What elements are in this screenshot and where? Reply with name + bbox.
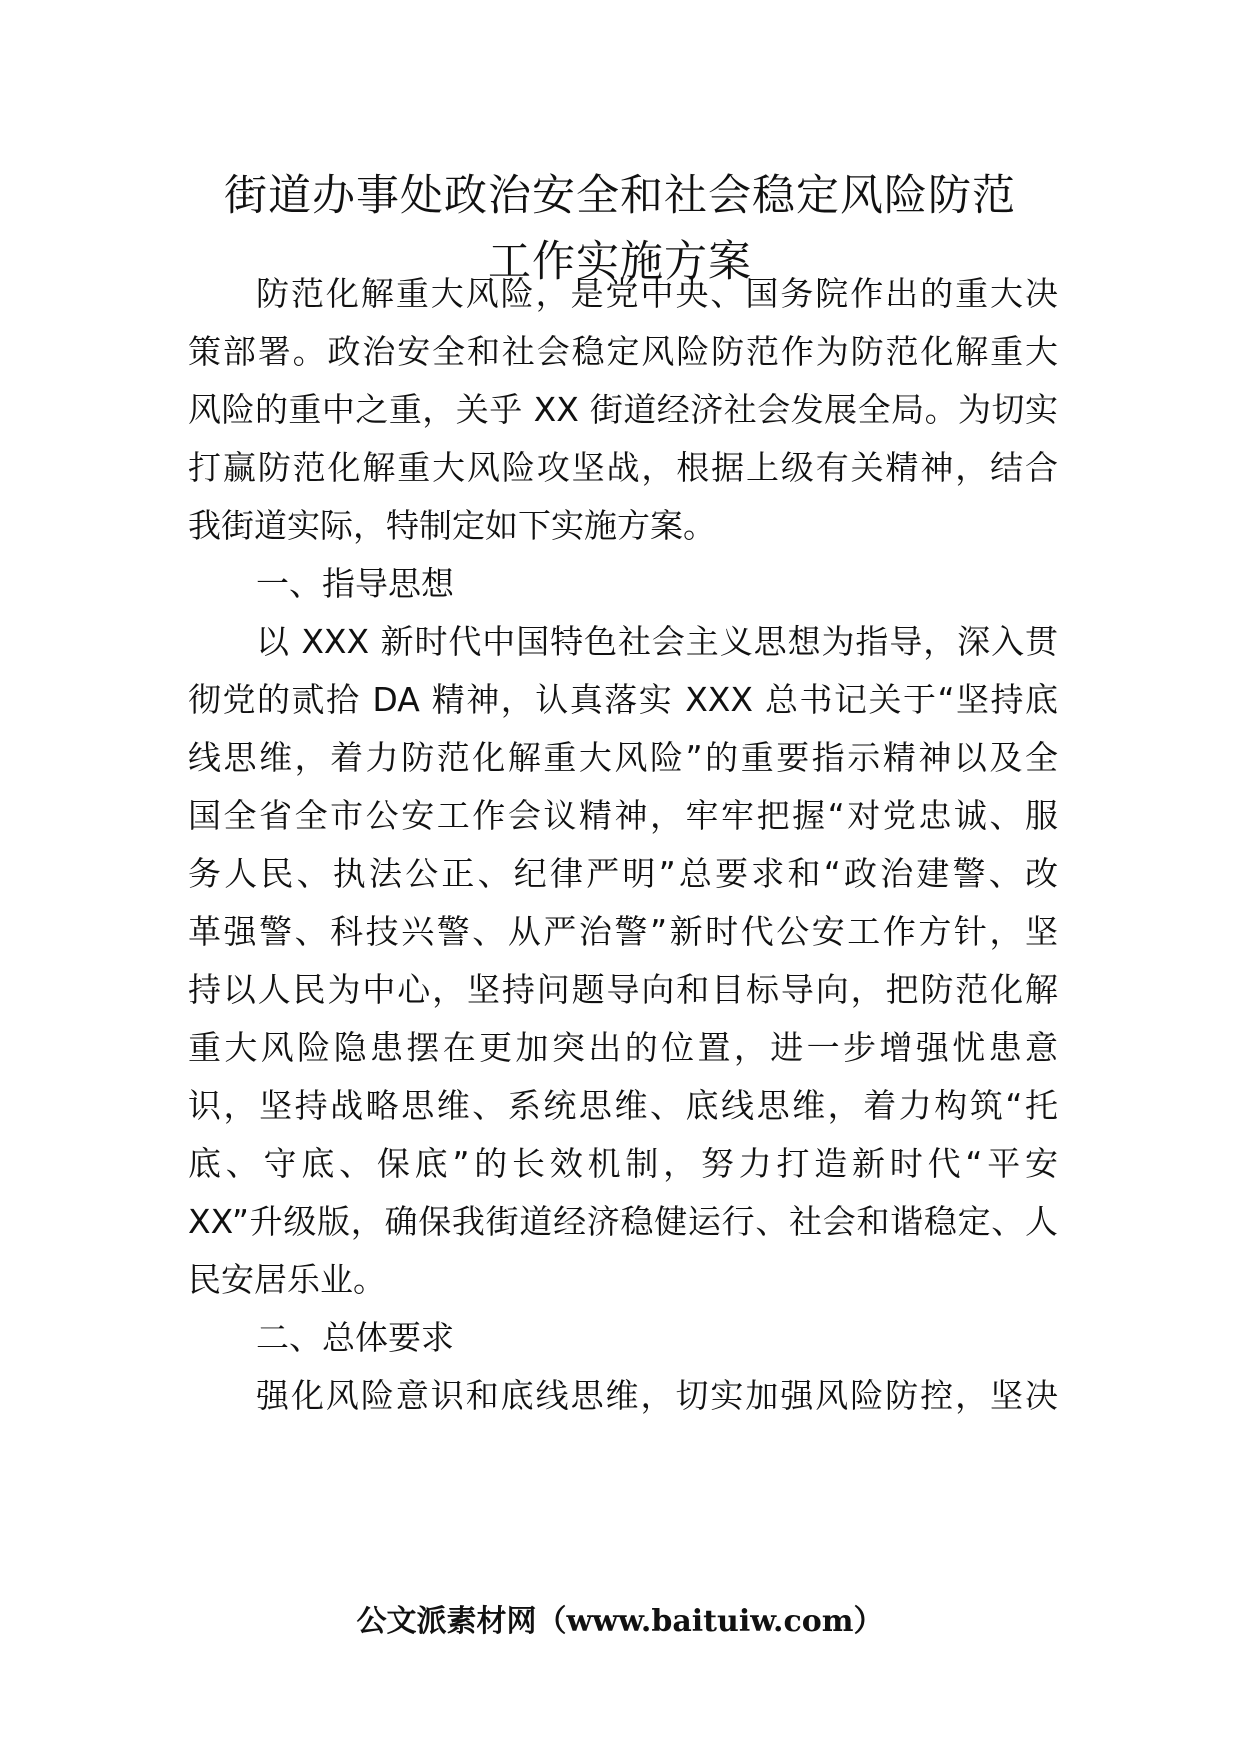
- paragraph-line: 革强警、科技兴警、从严治警”新时代公安工作方针，坚: [188, 912, 1058, 951]
- paragraph-line: 风险的重中之重，关乎 XX 街道经济社会发展全局。为切实: [188, 390, 1058, 429]
- paragraph-line: 底、守底、保底”的长效机制，努力打造新时代“平安: [188, 1144, 1058, 1183]
- paragraph-line: 防范化解重大风险，是党中央、国务院作出的重大决: [256, 274, 1058, 313]
- footer-watermark-text: 公文派素材网（www.baituiw.com）: [356, 1604, 884, 1639]
- paragraph-line: 线思维，着力防范化解重大风险”的重要指示精神以及全: [188, 738, 1058, 777]
- paragraph-line: 国全省全市公安工作会议精神，牢牢把握“对党忠诚、服: [188, 796, 1058, 835]
- paragraph-line: 识，坚持战略思维、系统思维、底线思维，着力构筑“托: [188, 1086, 1058, 1125]
- paragraph-line: 持以人民为中心，坚持问题导向和目标导向，把防范化解: [188, 970, 1058, 1009]
- paragraph-line: 我街道实际，特制定如下实施方案。: [188, 506, 716, 545]
- document-title-line-1: 街道办事处政治安全和社会稳定风险防范: [224, 171, 1016, 221]
- paragraph-line: 重大风险隐患摆在更加突出的位置，进一步增强忧患意: [188, 1028, 1058, 1067]
- paragraph-line: 强化风险意识和底线思维，切实加强风险防控，坚决: [256, 1376, 1058, 1415]
- paragraph-line: 打赢防范化解重大风险攻坚战，根据上级有关精神，结合: [188, 448, 1058, 487]
- paragraph-line: 民安居乐业。: [188, 1260, 386, 1299]
- paragraph-line: 务人民、执法公正、纪律严明”总要求和“政治建警、改: [188, 854, 1058, 893]
- document-title-line-2: 工作实施方案: [488, 237, 752, 287]
- paragraph-line: 策部署。政治安全和社会稳定风险防范作为防范化解重大: [188, 332, 1058, 371]
- paragraph-line: XX”升级版，确保我街道经济稳健运行、社会和谐稳定、人: [188, 1202, 1058, 1241]
- paragraph-line: 彻党的贰拾 DA 精神，认真落实 XXX 总书记关于“坚持底: [188, 680, 1058, 719]
- section-heading-general-requirements: 二、总体要求: [256, 1318, 454, 1357]
- section-heading-guiding-thought: 一、指导思想: [256, 564, 454, 603]
- paragraph-line: 以 XXX 新时代中国特色社会主义思想为指导，深入贯: [256, 622, 1058, 661]
